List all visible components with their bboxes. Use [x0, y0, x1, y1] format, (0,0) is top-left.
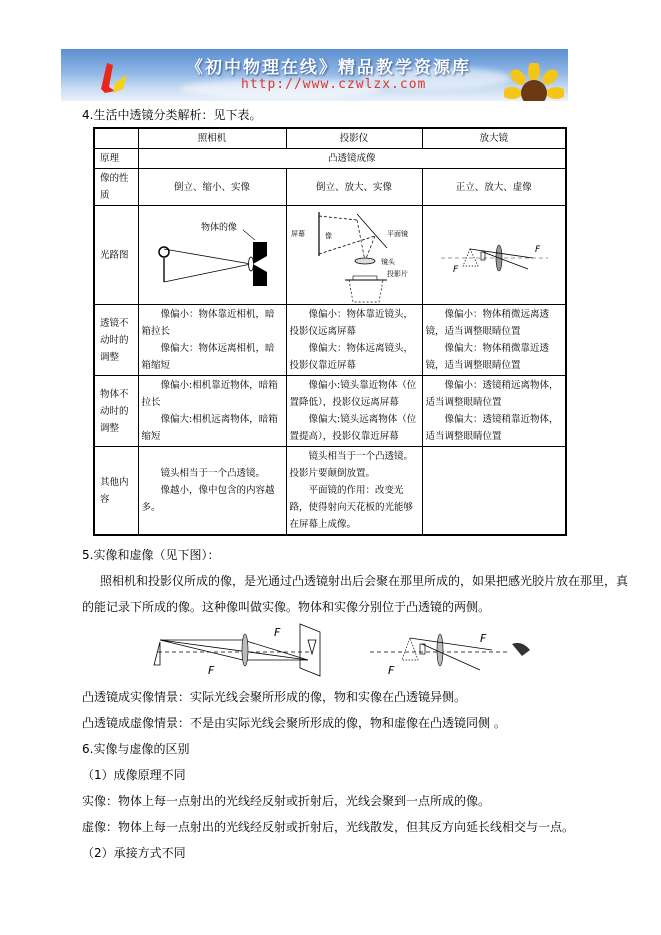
principle-value: 凸透镜成像: [138, 149, 566, 169]
table-row: [94, 376, 566, 447]
section-5-heading: 5.实像和虚像（见下图）：: [82, 548, 220, 562]
section-5-para-1: 照相机和投影仪所成的像，是光通过凸透镜射出后会聚在那里所成的，如果把感光胶片放在那里，真: [100, 574, 629, 588]
projector-label-mirror: 平面镜: [386, 230, 408, 238]
projector-label-slide: 投影片: [386, 270, 408, 278]
projector-object-fixed-small: 像偏小:镜头靠近物体（位置降低），投影仪远离屏幕: [289, 380, 417, 408]
camera-diagram-caption: 物体的像: [200, 223, 237, 233]
real-virtual-image-figure: [150, 622, 550, 678]
projector-object-fixed: [286, 376, 422, 447]
row-label-lens-fixed: 透镜不动时的调整: [94, 305, 138, 376]
table-row: [94, 149, 566, 169]
camera-lens-fixed-large: 像偏大：物体远离相机，暗箱缩短: [141, 343, 275, 371]
table-row: [94, 169, 566, 206]
camera-ray-diagram: [138, 206, 286, 305]
header-banner: [61, 49, 568, 101]
camera-other-1: 镜头相当于一个凸透镜。: [160, 468, 266, 479]
row-label-object-fixed: 物体不动时的调整: [94, 376, 138, 447]
virtual-label-f-left: F: [388, 664, 395, 677]
camera-object-fixed: [138, 376, 286, 447]
projector-label-image: 像: [324, 232, 332, 240]
table-header-projector: 投影仪: [286, 128, 422, 149]
virtual-image-scene: 凸透镜成虚像情景：不是由实际光线会聚所形成的像，物和虚像在凸透镜同侧 。: [82, 716, 506, 730]
section-5-para-2: 的能记录下所成的像。这种像叫做实像。物体和实像分别位于凸透镜的两侧。: [82, 600, 491, 614]
camera-lens-fixed: [138, 305, 286, 376]
magnifier-object-fixed: [422, 376, 566, 447]
real-label-f-right: F: [274, 626, 281, 639]
magnifier-lens-fixed-large: 像偏大：物体稍微靠近透镜，适当调整眼睛位置: [425, 343, 550, 371]
camera-lens-fixed-small: 像偏小：物体靠近相机，暗箱拉长: [141, 309, 275, 337]
table-header-magnifier: 放大镜: [422, 128, 566, 149]
camera-other-2: 像越小，像中包含的内容越多。: [141, 485, 275, 513]
projector-lens-fixed-large: 像偏大：物体远离镜头，投影仪靠近屏幕: [289, 343, 414, 371]
magnifier-ray-diagram: [422, 206, 566, 305]
magnifier-object-fixed-large: 像偏大：透镜稍靠近物体，适当调整眼睛位置: [425, 414, 559, 442]
real-image-scene: 凸透镜成实像情景：实际光线会聚所形成的像，物和实像在凸透镜异侧。: [82, 690, 467, 704]
camera-other: [138, 447, 286, 536]
banner-title: 《初中物理在线》精品教学资源库: [186, 58, 471, 78]
row-label-image-nature: 像的性质: [94, 169, 138, 206]
table-row: [94, 305, 566, 376]
projector-ray-diagram: [286, 206, 422, 305]
projector-label-screen: 屏幕: [290, 230, 305, 238]
lens-comparison-table: [93, 127, 567, 536]
projector-object-fixed-large: 像偏大:镜头远离物体（位置提高），投影仪靠近屏幕: [289, 414, 417, 442]
projector-label-lens: 镜头: [380, 258, 395, 266]
projector-other-2: 平面镜的作用：改变光路，使得射向天花板的光能够在屏幕上成像。: [289, 485, 414, 530]
table-row: [94, 206, 566, 305]
magnifier-object-fixed-small: 像偏小：透镜稍远离物体，适当调整眼睛位置: [425, 380, 559, 408]
section-6-heading: 6.实像与虚像的区别: [82, 742, 190, 756]
post-table-content: [82, 542, 629, 866]
section-6-sub-1: （1）成像原理不同: [82, 768, 186, 782]
real-label-f-left: F: [208, 664, 215, 677]
magnifier-other: [422, 447, 566, 536]
projector-lens-fixed: [286, 305, 422, 376]
virtual-image-definition: 虚像：物体上每一点射出的光线经反射或折射后，光线散发，但其反方向延长线相交与一点。: [82, 820, 575, 834]
magnifier-label-f-left: F: [452, 265, 458, 275]
camera-image-nature: 倒立、缩小、实像: [138, 169, 286, 206]
virtual-label-f-right: F: [480, 632, 487, 645]
sunflower-icon: [504, 63, 564, 101]
projector-other-1: 镜头相当于一个凸透镜。投影片要颠倒放置。: [289, 451, 414, 479]
camera-object-fixed-large: 像偏大:相机远离物体，暗箱缩短: [141, 414, 278, 442]
magnifier-label-f-right: F: [534, 245, 540, 255]
table-header-blank: [94, 128, 138, 149]
row-label-principle: 原理: [94, 149, 138, 169]
table-header-row: [94, 128, 566, 149]
magnifier-lens-fixed-small: 像偏小：物体稍微远离透镜，适当调整眼睛位置: [425, 309, 550, 337]
projector-other: [286, 447, 422, 536]
magnifier-image-nature: 正立、放大、虚像: [422, 169, 566, 206]
projector-image-nature: 倒立、放大、实像: [286, 169, 422, 206]
projector-lens-fixed-small: 像偏小：物体靠近镜头，投影仪远离屏幕: [289, 309, 414, 337]
logo-icon: [97, 61, 133, 97]
row-label-other: 其他内容: [94, 447, 138, 536]
magnifier-lens-fixed: [422, 305, 566, 376]
virtual-image-diagram: [370, 632, 530, 677]
row-label-ray-diagram: 光路图: [94, 206, 138, 305]
banner-url: http://www.czwlzx.com: [241, 77, 427, 92]
real-image-definition: 实像：物体上每一点射出的光线经反射或折射后，光线会聚到一点所成的像。: [82, 794, 491, 808]
section-4-heading: 4.生活中透镜分类解析：见下表。: [82, 108, 262, 122]
section-6-sub-2: （2）承接方式不同: [82, 846, 186, 860]
table-row: [94, 447, 566, 536]
real-image-diagram: [154, 624, 320, 677]
table-header-camera: 照相机: [138, 128, 286, 149]
camera-object-fixed-small: 像偏小:相机靠近物体，暗箱拉长: [141, 380, 278, 408]
